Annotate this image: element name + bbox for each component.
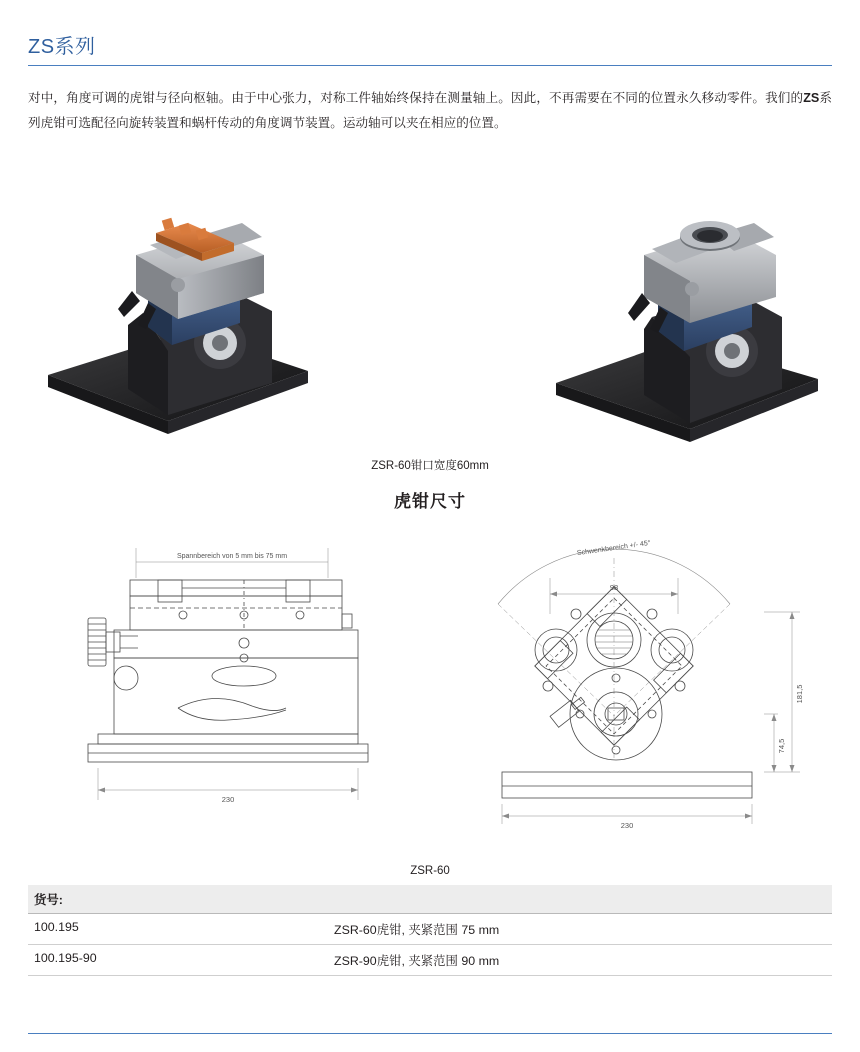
- part-desc-text: 虎钳, 夹紧范围 90 mm: [376, 954, 500, 969]
- drawing-caption: ZSR-60: [410, 865, 450, 878]
- table-row: [28, 945, 832, 976]
- drawing-swivel-view: [440, 518, 832, 863]
- table-header-row: [28, 885, 832, 914]
- vise-photo-right-graphic: [532, 193, 832, 453]
- drawing-right-width-dim: 230: [620, 821, 634, 831]
- drawing-left-width-dim: 230: [221, 795, 235, 805]
- page-title: ZS系列: [28, 36, 96, 58]
- intro-paragraph: [28, 86, 832, 135]
- header-divider: [28, 65, 832, 66]
- product-photo-left: [28, 193, 328, 453]
- parts-table: [28, 885, 832, 976]
- part-desc-text: 虎钳, 夹紧范围 75 mm: [376, 923, 500, 938]
- footer-divider: [28, 1033, 832, 1034]
- product-photo-right: [532, 193, 832, 453]
- drawing-left-note: Spannbereich von 5 mm bis 75 mm: [176, 553, 288, 561]
- drawing-right-note: Schwenkbereich +/- 45°: [576, 539, 652, 558]
- table-header-order-number: 货号:: [28, 885, 832, 914]
- drawing-row: [28, 518, 832, 863]
- table-row: [28, 914, 832, 945]
- part-model: ZSR-60: [334, 923, 377, 938]
- drawing-right-upper-dim: 181,5: [795, 684, 804, 704]
- product-photo-row: [28, 183, 832, 453]
- photo-caption: ZSR-60钳口宽度60mm: [371, 460, 489, 473]
- part-code: 100.195: [28, 914, 328, 945]
- part-description: [328, 945, 832, 976]
- drawing-right-lower-dim: 74,5: [777, 738, 786, 754]
- drawing-right-top-dim: 98: [609, 583, 619, 593]
- part-description: [328, 914, 832, 945]
- drawing-front-view-graphic: [28, 518, 420, 863]
- drawing-swivel-view-graphic: [440, 518, 832, 863]
- drawing-front-view: [28, 518, 420, 863]
- intro-text-bold: ZS: [803, 91, 820, 105]
- intro-text-part1: 对中，角度可调的虎钳与径向枢轴。由于中心张力，对称工件轴始终保持在测量轴上。因此，不再需要在不同的位置永久移动零件。我们的: [28, 91, 804, 105]
- part-model: ZSR-90: [334, 954, 377, 969]
- vise-photo-left-graphic: [28, 193, 328, 453]
- intro-text-part2: 系列虎钳可选配径向旋转装置和蜗杆传动的角度调节装置。运动轴可以夹在相应的位置。: [28, 91, 833, 130]
- section-title: 虎钳尺寸: [394, 492, 466, 512]
- part-code: 100.195-90: [28, 945, 328, 976]
